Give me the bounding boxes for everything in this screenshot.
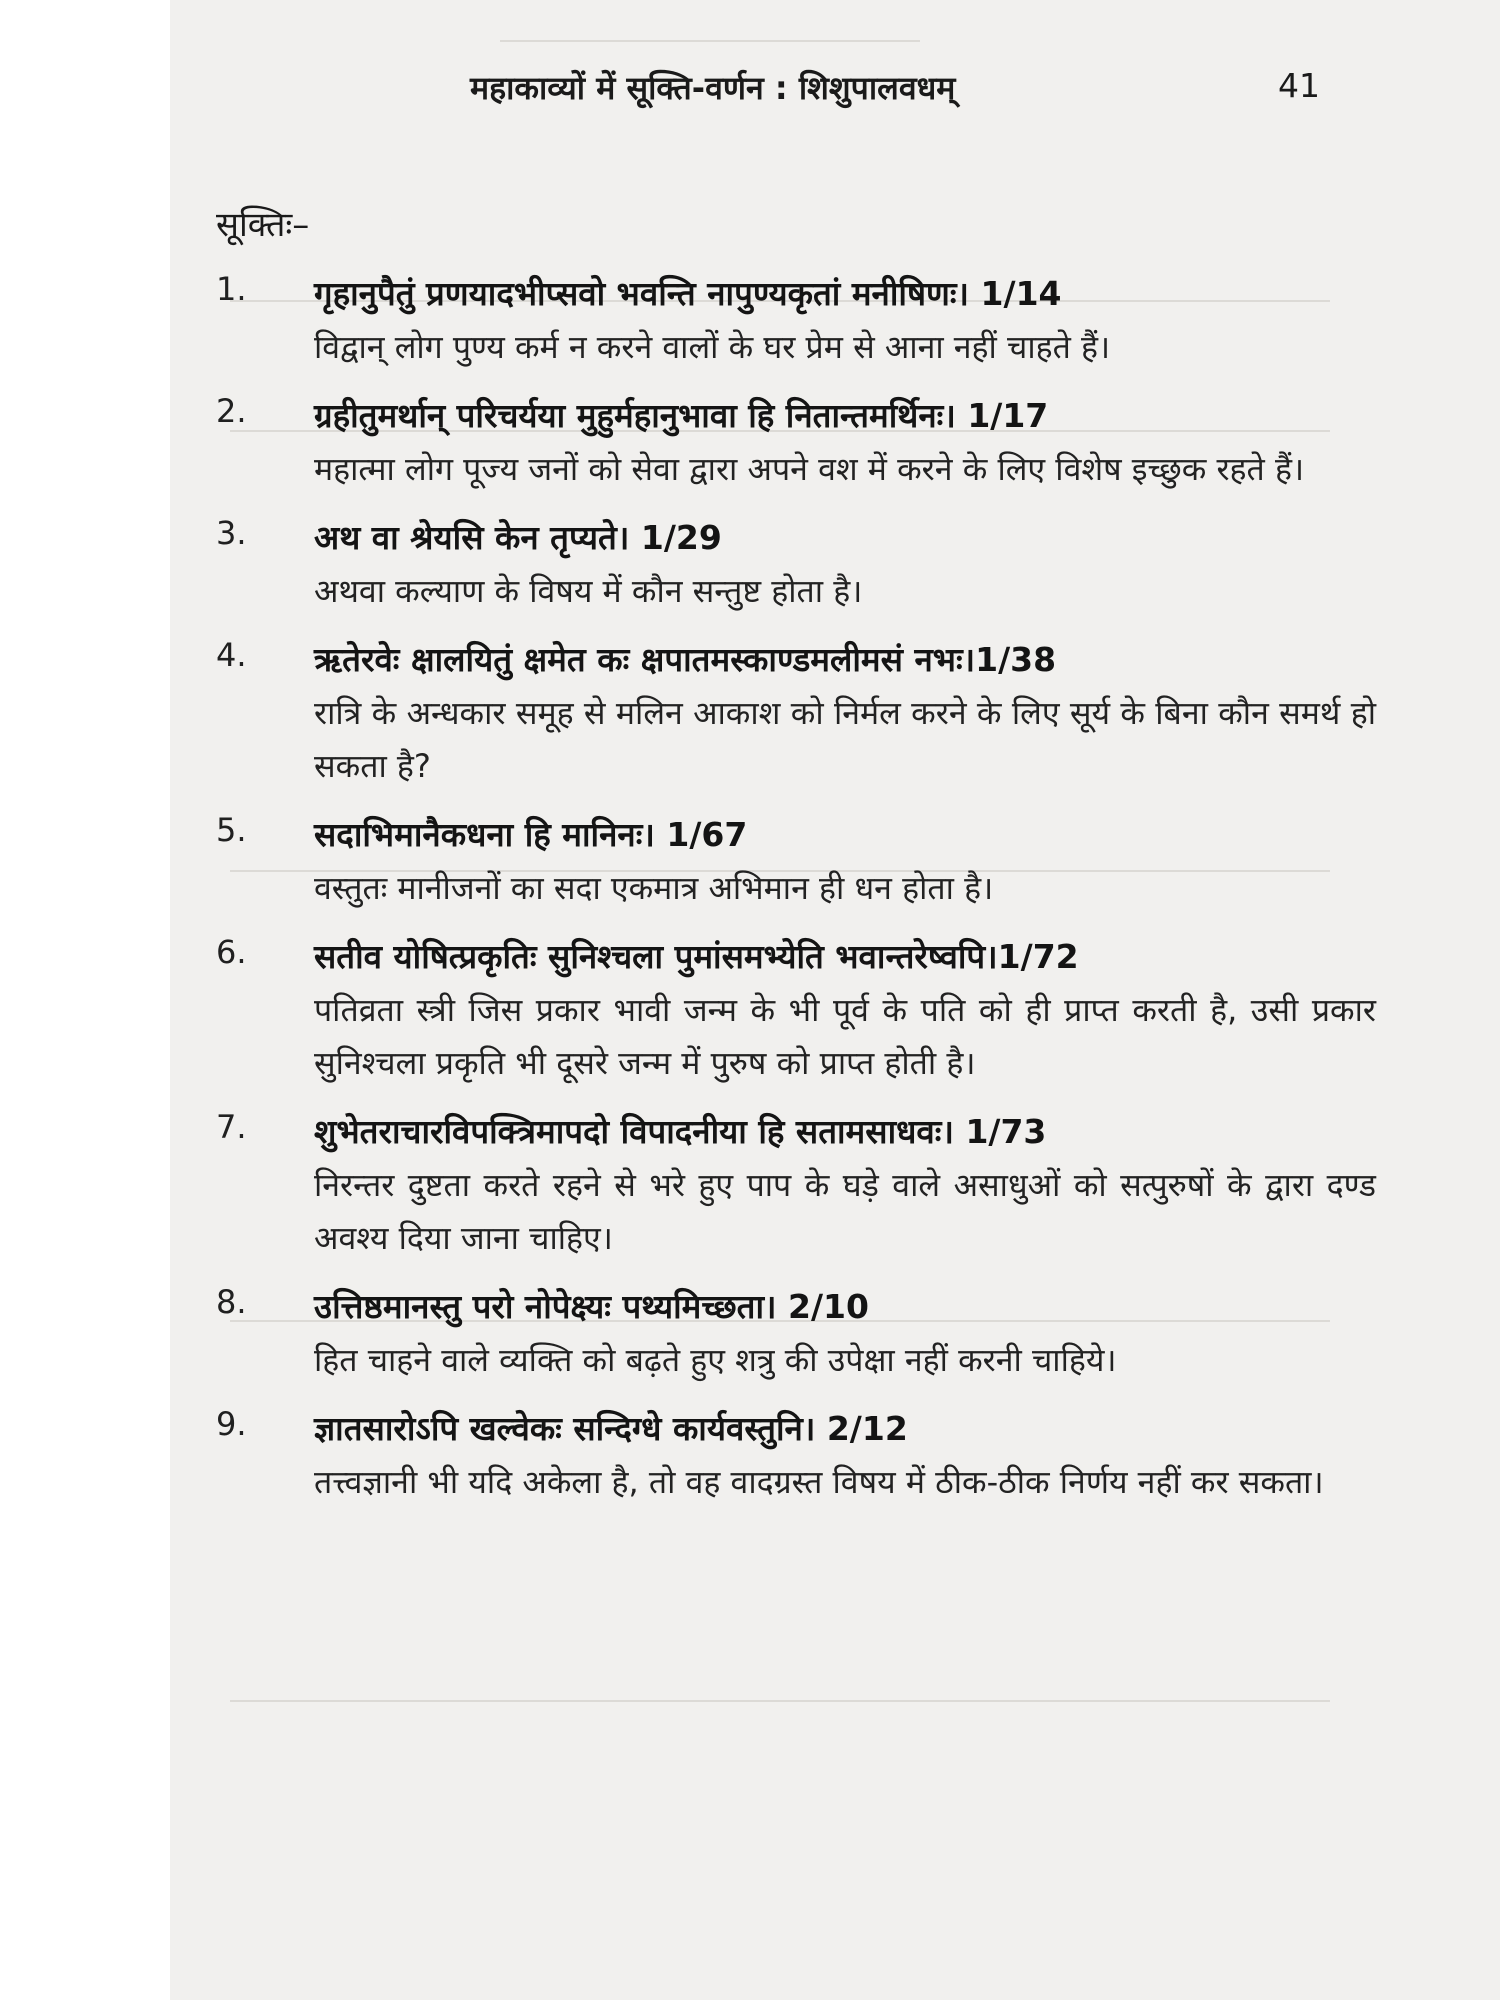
sanskrit-verse: सदाभिमानैकधना हि मानिनः। 1/67 xyxy=(314,815,748,854)
hindi-meaning: हित चाहने वाले व्यक्ति को बढ़ते हुए शत्रु की उपेक्षा नहीं करनी चाहिये। xyxy=(314,1341,1117,1379)
list-item xyxy=(216,388,1376,496)
sukti-list xyxy=(216,266,1376,1523)
hindi-meaning: वस्तुतः मानीजनों का सदा एकमात्र अभिमान ही धन होता है। xyxy=(314,869,994,907)
sanskrit-verse: उत्तिष्ठमानस्तु परो नोपेक्ष्यः पथ्यमिच्छता। 2/10 xyxy=(314,1287,869,1326)
hindi-meaning: महात्मा लोग पूज्य जनों को सेवा द्वारा अपने वश में करने के लिए विशेष इच्छुक रहते हैं। xyxy=(314,450,1305,488)
entry-number: 5. xyxy=(216,811,247,849)
entry-number: 9. xyxy=(216,1405,247,1443)
bleed-through-line xyxy=(500,40,920,42)
list-item xyxy=(216,929,1376,1090)
sanskrit-verse: शुभेतराचारविपक्त्रिमापदो विपादनीया हि सतामसाधवः। 1/73 xyxy=(314,1112,1047,1151)
page-margin xyxy=(0,0,170,2000)
sanskrit-verse: सतीव योषित्प्रकृतिः सुनिश्चला पुमांसमभ्येति भवान्तरेष्वपि।1/72 xyxy=(314,937,1079,976)
entry-number: 7. xyxy=(216,1108,247,1146)
hindi-meaning: पतिव्रता स्त्री जिस प्रकार भावी जन्म के भी पूर्व के पति को ही प्राप्त करती है, उसी प्रकार सुनिश्चला प्रकृति भी दूसरे जन्म में पुरुष को प्राप्त होती है। xyxy=(314,991,1376,1082)
sanskrit-verse: ऋतेरवेः क्षालयितुं क्षमेत कः क्षपातमस्काण्डमलीमसं नभः।1/38 xyxy=(314,640,1057,679)
list-item xyxy=(216,807,1376,915)
hindi-meaning: निरन्तर दुष्टता करते रहने से भरे हुए पाप के घड़े वाले असाधुओं को सत्पुरुषों के द्वारा दण्ड अवश्य दिया जाना चाहिए। xyxy=(314,1166,1376,1257)
sanskrit-verse: गृहानुपैतुं प्रणयादभीप्सवो भवन्ति नापुण्यकृतां मनीषिणः। 1/14 xyxy=(314,274,1062,313)
entry-number: 6. xyxy=(216,933,247,971)
list-item xyxy=(216,1104,1376,1265)
sanskrit-verse: अथ वा श्रेयसि केन तृप्यते। 1/29 xyxy=(314,518,722,557)
sanskrit-verse: ज्ञातसारोऽपि खल्वेकः सन्दिग्धे कार्यवस्तुनि। 2/12 xyxy=(314,1409,908,1448)
header-title: महाकाव्यों में सूक्ति-वर्णन : शिशुपालवधम् xyxy=(470,69,956,107)
list-item xyxy=(216,266,1376,374)
entry-number: 4. xyxy=(216,636,247,674)
list-item xyxy=(216,632,1376,793)
section-label: सूक्तिः– xyxy=(216,205,310,245)
entry-number: 1. xyxy=(216,270,247,308)
book-page xyxy=(170,0,1500,2000)
running-header xyxy=(170,66,1500,112)
list-item xyxy=(216,510,1376,618)
entry-number: 8. xyxy=(216,1283,247,1321)
page-number: 41 xyxy=(1278,66,1320,105)
entry-number: 2. xyxy=(216,392,247,430)
hindi-meaning: अथवा कल्याण के विषय में कौन सन्तुष्ट होता है। xyxy=(314,572,863,610)
bleed-through-line xyxy=(230,1700,1330,1702)
hindi-meaning: रात्रि के अन्धकार समूह से मलिन आकाश को निर्मल करने के लिए सूर्य के बिना कौन समर्थ हो सकता है? xyxy=(314,694,1376,785)
sanskrit-verse: ग्रहीतुमर्थान् परिचर्यया मुहुर्महानुभावा हि नितान्तमर्थिनः। 1/17 xyxy=(314,396,1049,435)
hindi-meaning: तत्त्वज्ञानी भी यदि अकेला है, तो वह वादग्रस्त विषय में ठीक-ठीक निर्णय नहीं कर सकता। xyxy=(314,1463,1324,1501)
entry-number: 3. xyxy=(216,514,247,552)
list-item xyxy=(216,1279,1376,1387)
list-item xyxy=(216,1401,1376,1509)
hindi-meaning: विद्वान् लोग पुण्य कर्म न करने वालों के घर प्रेम से आना नहीं चाहते हैं। xyxy=(314,328,1111,366)
